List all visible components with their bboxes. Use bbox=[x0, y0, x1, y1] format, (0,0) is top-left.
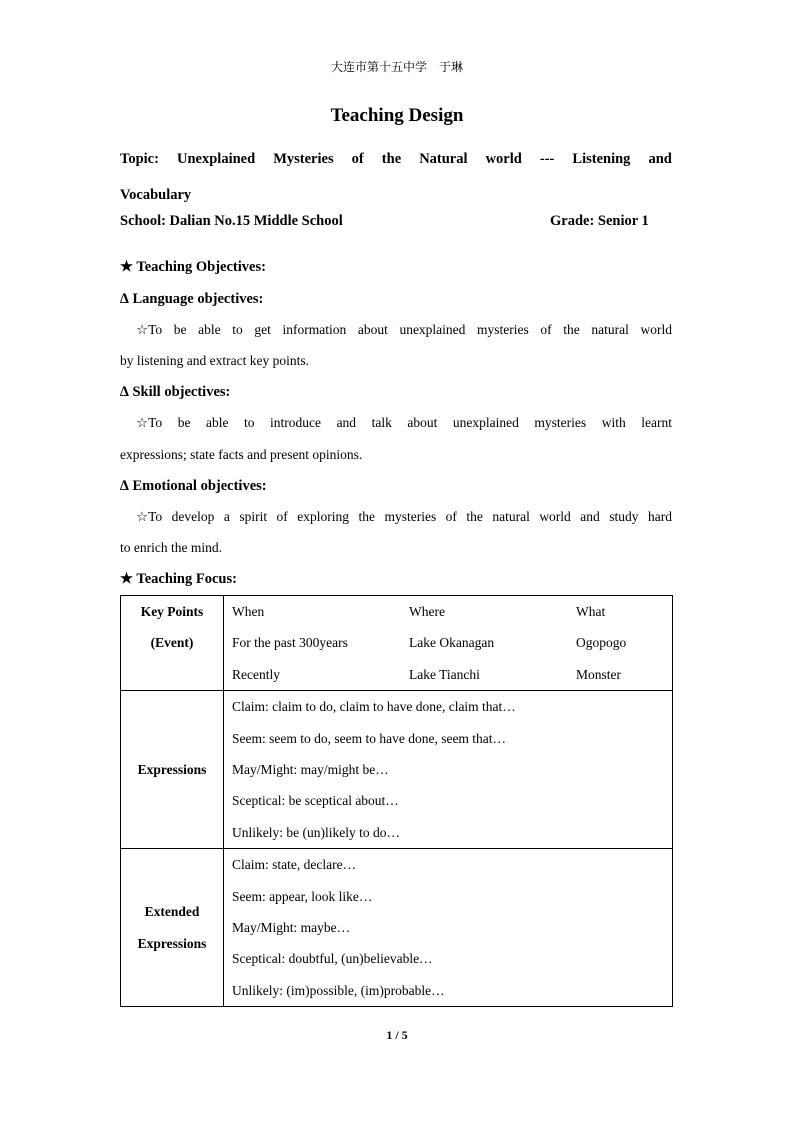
word: spirit bbox=[239, 509, 268, 524]
skill-objective-line2: expressions; state facts and present opinions. bbox=[120, 447, 363, 462]
word: of bbox=[276, 509, 288, 524]
word: study bbox=[609, 509, 639, 524]
skill-objectives-heading: ∆ Skill objectives: bbox=[120, 384, 231, 400]
word: to bbox=[244, 415, 255, 430]
word: unexplained bbox=[452, 415, 519, 430]
word: get bbox=[254, 322, 271, 337]
expressions-label: Expressions bbox=[121, 691, 224, 849]
word: develop bbox=[171, 509, 215, 524]
expression-item: Seem: seem to do, seem to have done, seem that… bbox=[232, 730, 507, 746]
extended-item: Seem: appear, look like… bbox=[232, 888, 373, 904]
topic-word: the bbox=[381, 151, 402, 167]
grade-label: Grade: Senior 1 bbox=[550, 213, 649, 229]
expression-item: May/Might: may/might be… bbox=[232, 761, 389, 777]
word: ☆To bbox=[136, 509, 163, 524]
key-points-label: Key Points bbox=[140, 604, 204, 619]
emotional-objective-line2: to enrich the mind. bbox=[120, 540, 222, 555]
word: information bbox=[282, 322, 347, 337]
extended-expressions-cell bbox=[121, 849, 224, 1007]
word: the bbox=[466, 509, 483, 524]
school-label: School: Dalian No.15 Middle School bbox=[120, 213, 343, 229]
event-what: Ogopogo bbox=[576, 635, 627, 651]
topic-continuation: Vocabulary bbox=[120, 187, 192, 203]
word: the bbox=[358, 509, 375, 524]
extended-item: Claim: state, declare… bbox=[232, 857, 357, 873]
word: world bbox=[539, 509, 571, 524]
word: of bbox=[540, 322, 552, 337]
extended-expressions-label: Expressions bbox=[137, 935, 207, 951]
expression-item: Sceptical: be sceptical about… bbox=[232, 793, 399, 809]
event-what: Monster bbox=[576, 666, 621, 682]
word: the bbox=[563, 322, 580, 337]
extended-label: Extended bbox=[144, 904, 200, 920]
event-row bbox=[224, 627, 672, 658]
word: and bbox=[580, 509, 600, 524]
word: natural bbox=[492, 509, 530, 524]
page-header: 大连市第十五中学 于琳 bbox=[330, 60, 463, 74]
word: and bbox=[336, 415, 357, 430]
document-title: Teaching Design bbox=[330, 105, 464, 126]
word: able bbox=[205, 415, 229, 430]
extended-item: Unlikely: (im)possible, (im)probable… bbox=[232, 982, 445, 998]
word: learnt bbox=[641, 415, 672, 430]
word: mysteries bbox=[477, 322, 529, 337]
event-where: Lake Tianchi bbox=[409, 666, 480, 682]
event-when: When bbox=[232, 604, 265, 619]
word: about bbox=[407, 415, 438, 430]
emotional-objectives-heading: ∆ Emotional objectives: bbox=[120, 478, 267, 494]
topic-word: Natural bbox=[419, 151, 468, 167]
topic-word: --- bbox=[539, 151, 555, 167]
event-what: What bbox=[576, 604, 606, 619]
event-when: Recently bbox=[232, 666, 280, 682]
table-row bbox=[121, 849, 673, 1007]
event-row bbox=[224, 596, 672, 627]
language-objective-line bbox=[136, 322, 672, 338]
extended-item: Sceptical: doubtful, (un)believable… bbox=[232, 951, 433, 967]
word: introduce bbox=[270, 415, 322, 430]
skill-objective-line bbox=[136, 415, 672, 431]
word: be bbox=[177, 415, 191, 430]
topic-line bbox=[120, 151, 672, 168]
teaching-focus-table bbox=[120, 595, 673, 1007]
emotional-objective-line bbox=[136, 509, 672, 525]
topic-word: Mysteries bbox=[273, 151, 334, 167]
teaching-objectives-heading: ★ Teaching Objectives: bbox=[120, 259, 266, 275]
event-where: Lake Okanagan bbox=[409, 635, 495, 651]
word: hard bbox=[647, 509, 672, 524]
word: mysteries bbox=[534, 415, 587, 430]
word: unexplained bbox=[399, 322, 466, 337]
extended-cell bbox=[224, 849, 673, 1007]
word: mysteries bbox=[384, 509, 437, 524]
key-points-cell bbox=[121, 596, 224, 691]
event-row bbox=[224, 659, 672, 690]
word: be bbox=[173, 322, 187, 337]
word: ☆To bbox=[136, 415, 163, 430]
table-row bbox=[121, 691, 673, 849]
teaching-focus-heading: ★ Teaching Focus: bbox=[120, 571, 237, 587]
topic-word: world bbox=[485, 151, 522, 167]
topic-word: Unexplained bbox=[177, 151, 256, 167]
word: ☆To bbox=[136, 322, 163, 337]
topic-word: Listening bbox=[572, 151, 631, 167]
event-cell bbox=[224, 596, 673, 691]
expression-item: Unlikely: be (un)likely to do… bbox=[232, 824, 400, 840]
word: a bbox=[223, 509, 230, 524]
word: able bbox=[198, 322, 221, 337]
word: talk bbox=[371, 415, 392, 430]
word: of bbox=[445, 509, 457, 524]
word: exploring bbox=[297, 509, 350, 524]
event-label: (Event) bbox=[150, 635, 194, 651]
table-row bbox=[121, 596, 673, 691]
extended-item: May/Might: maybe… bbox=[232, 919, 351, 935]
expression-item: Claim: claim to do, claim to have done, claim that… bbox=[232, 699, 516, 715]
page-number: 1 / 5 bbox=[386, 1028, 408, 1042]
language-objective-line2: by listening and extract key points. bbox=[120, 353, 309, 368]
topic-word: of bbox=[351, 151, 364, 167]
topic-word: Topic: bbox=[120, 151, 159, 167]
topic-word: and bbox=[648, 151, 672, 167]
expressions-cell bbox=[224, 691, 673, 849]
event-where: Where bbox=[409, 604, 445, 619]
word: world bbox=[640, 322, 672, 337]
word: with bbox=[601, 415, 626, 430]
language-objectives-heading: ∆ Language objectives: bbox=[120, 291, 264, 307]
word: natural bbox=[591, 322, 629, 337]
event-when: For the past 300years bbox=[232, 635, 348, 651]
word: about bbox=[357, 322, 388, 337]
word: to bbox=[232, 322, 243, 337]
